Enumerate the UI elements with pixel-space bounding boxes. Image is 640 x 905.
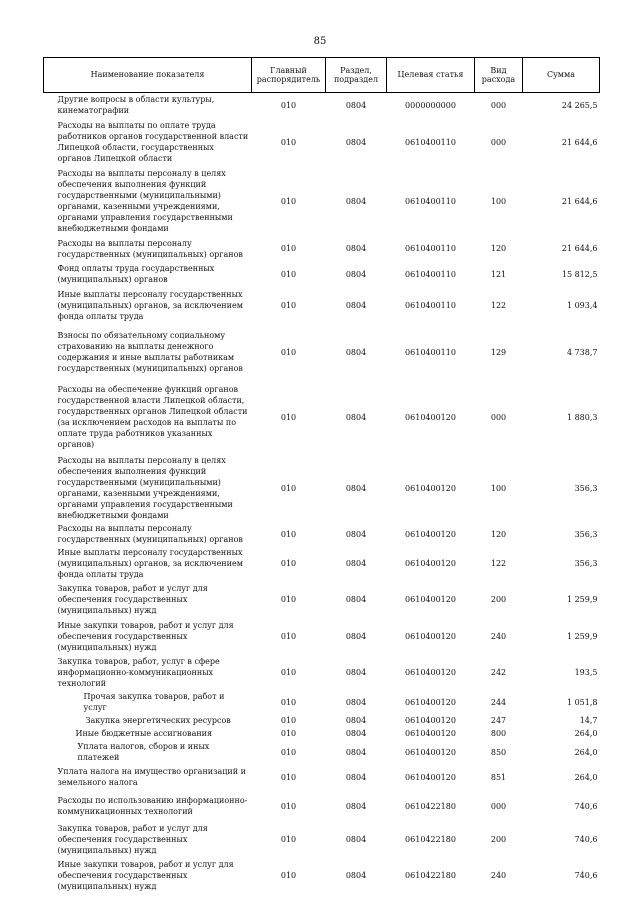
row-article: 0610400120 [405,697,456,707]
row-sum: 15 812,5 [561,269,598,279]
row-name: Уплата налога на имущество организаций и земельного налога [57,767,246,787]
row-type: 000 [490,100,507,110]
row-admin: 010 [280,668,297,677]
budget-table [43,57,600,893]
row-section: 0804 [345,697,367,707]
row-article: 0610400120 [405,483,456,493]
column-header-sum: Сумма [523,58,600,93]
row-type: 240 [490,870,507,880]
row-section: 0804 [345,801,367,811]
row-section: 0804 [345,137,367,147]
row-sum: 264,0 [574,772,598,782]
row-section: 0804 [345,412,367,422]
table-row [44,790,600,822]
row-section: 0804 [345,729,367,738]
table-row [44,822,600,857]
row-article: 0610400120 [405,412,456,422]
row-name: Иные выплаты персоналу государственных (муниципальных) органов, за исключением фонда оплаты труда [57,548,243,579]
row-sum: 740,6 [574,835,598,844]
row-article: 0000000000 [405,100,456,110]
column-header-type: Вид расхода [475,58,523,93]
row-type: 200 [490,594,507,604]
row-section: 0804 [345,631,367,641]
row-name: Иные бюджетные ассигнования [75,729,213,738]
table-row [44,167,600,235]
row-sum: 193,5 [574,668,598,677]
row-article: 0610400110 [405,300,456,310]
row-sum: 21 644,6 [561,137,598,147]
row-admin: 010 [280,835,297,844]
table-header-row [44,58,600,93]
row-admin: 010 [280,870,297,880]
row-admin: 010 [280,747,297,757]
row-type: 851 [490,772,507,782]
row-admin: 010 [280,729,297,738]
row-type: 800 [490,729,507,738]
row-article: 0610400110 [405,269,456,279]
row-name: Иные закупки товаров, работ и услуг для обеспечения государственных (муниципальных) нужд [57,859,234,891]
row-sum: 740,6 [574,870,598,880]
row-section: 0804 [345,716,367,725]
row-type: 850 [490,747,507,757]
row-section: 0804 [345,244,367,253]
row-name: Взносы по обязательному социальному страхованию на выплаты денежного содержания и иные выплаты работникам государственных (муниципальных) органов [57,331,243,373]
column-header-name: Наименование показателя [44,58,252,93]
row-admin: 010 [280,631,297,641]
row-admin: 010 [280,772,297,782]
table-row [44,581,600,617]
table-row [44,324,600,380]
row-section: 0804 [345,196,367,206]
table-row [44,454,600,522]
row-section: 0804 [345,772,367,782]
row-section: 0804 [345,594,367,604]
row-section: 0804 [345,559,367,568]
row-admin: 010 [280,594,297,604]
table-row [44,546,600,581]
table-row [44,764,600,790]
row-article: 0610400110 [405,196,456,206]
row-admin: 010 [280,137,297,147]
row-type: 244 [490,697,507,707]
row-sum: 24 265,5 [561,100,598,110]
table-row [44,380,600,454]
row-admin: 010 [280,100,297,110]
row-section: 0804 [345,483,367,493]
row-section: 0804 [345,347,367,357]
row-article: 0610400110 [405,137,456,147]
row-article: 0610400120 [405,668,456,677]
row-name: Иные выплаты персоналу государственных (муниципальных) органов, за исключением фонда оплаты труда [57,289,243,321]
row-type: 120 [490,529,507,539]
row-name: Иные закупки товаров, работ и услуг для обеспечения государственных (муниципальных) нужд [57,620,234,652]
row-admin: 010 [280,716,297,725]
row-name: Расходы на выплаты персоналу в целях обеспечения выполнения функций государственными (муниципальными) органами, казенными учреждениями, органами управления государственными внебюджетными фондами [57,169,233,233]
row-type: 120 [490,244,507,253]
row-name: Расходы на обеспечение функций органов государственной власти Липецкой области, государственных органов Липецкой области (за исключением расходов на выплаты по оплате труда работников указанных органов) [57,385,248,449]
row-sum: 356,3 [574,529,598,539]
table-body [44,93,600,894]
row-type: 200 [490,835,507,844]
row-type: 122 [490,559,507,568]
row-name: Уплата налогов, сборов и иных платежей [77,742,210,762]
row-article: 0610400120 [405,716,456,725]
row-admin: 010 [280,196,297,206]
row-sum: 740,6 [574,801,598,811]
row-admin: 010 [280,300,297,310]
row-sum: 21 644,6 [561,196,598,206]
row-admin: 010 [280,244,297,253]
table-row [44,262,600,286]
row-sum: 1 880,3 [566,412,598,422]
row-type: 122 [490,300,507,310]
row-section: 0804 [345,100,367,110]
row-admin: 010 [280,347,297,357]
row-article: 0610400120 [405,594,456,604]
row-sum: 356,3 [574,483,598,493]
row-article: 0610400120 [405,559,456,568]
column-header-admin: Главный распорядитель [252,58,326,93]
row-type: 000 [490,801,507,811]
table-row [44,235,600,262]
page-number: 85 [313,36,327,47]
table-row [44,857,600,893]
row-name: Расходы на выплаты по оплате труда работников органов государственной власти Липецкой области, государственных органов Липецкой области [57,121,249,163]
row-admin: 010 [280,529,297,539]
row-article: 0610422180 [405,835,456,844]
row-article: 0610400110 [405,244,456,253]
row-section: 0804 [345,870,367,880]
row-sum: 1 259,9 [566,631,598,641]
table-row [44,93,600,118]
row-section: 0804 [345,835,367,844]
row-sum: 264,0 [574,747,598,757]
row-sum: 1 051,8 [566,697,598,707]
table-row [44,522,600,546]
table-row [44,714,600,727]
row-admin: 010 [280,697,297,707]
row-type: 247 [490,716,507,725]
row-admin: 010 [280,483,297,493]
row-article: 0610400120 [405,747,456,757]
row-name: Расходы на выплаты персоналу государственных (муниципальных) органов [57,238,243,259]
table-row [44,740,600,764]
row-sum: 14,7 [579,716,598,725]
row-section: 0804 [345,747,367,757]
row-name: Прочая закупка товаров, работ и услуг [83,692,225,712]
row-admin: 010 [280,559,297,568]
row-article: 0610422180 [405,870,456,880]
row-type: 000 [490,137,507,147]
row-type: 100 [490,483,507,493]
row-sum: 264,0 [574,729,598,738]
column-header-section: Раздел, подраздел [326,58,387,93]
row-type: 242 [490,668,507,677]
row-admin: 010 [280,269,297,279]
row-name: Закупка товаров, работ, услуг в сфере информационно-коммуникационных технологий [57,657,220,688]
row-article: 0610422180 [405,801,456,811]
row-section: 0804 [345,529,367,539]
row-sum: 1 259,9 [566,594,598,604]
row-type: 100 [490,196,507,206]
row-section: 0804 [345,668,367,677]
column-header-article: Целевая статья [387,58,475,93]
row-sum: 21 644,6 [561,244,598,253]
row-name: Закупка энергетических ресурсов [85,716,231,725]
row-type: 121 [490,269,507,279]
row-article: 0610400120 [405,529,456,539]
table-row [44,727,600,740]
row-admin: 010 [280,412,297,422]
row-sum: 356,3 [574,559,598,568]
row-section: 0804 [345,300,367,310]
table-row [44,117,600,167]
row-name: Закупка товаров, работ и услуг для обеспечения государственных (муниципальных) нужд [57,824,208,855]
row-name: Фонд оплаты труда государственных (муниципальных) органов [57,264,215,284]
row-name: Расходы на выплаты персоналу государственных (муниципальных) органов [57,524,243,544]
row-type: 240 [490,631,507,641]
row-type: 129 [490,347,507,357]
row-sum: 4 738,7 [566,347,598,357]
row-article: 0610400120 [405,729,456,738]
row-name: Расходы на выплаты персоналу в целях обеспечения выполнения функций государственными (муниципальными) органами, казенными учреждениями, органами управления государственными внебюджетными фондами [57,456,233,520]
table-row [44,617,600,655]
row-article: 0610400120 [405,631,456,641]
row-name: Расходы по использованию информационно-коммуникационных технологий [57,796,248,816]
table-row [44,690,600,714]
row-section: 0804 [345,269,367,279]
row-article: 0610400110 [405,347,456,357]
table-row [44,655,600,690]
row-article: 0610400120 [405,772,456,782]
row-name: Другие вопросы в области культуры, кинематографии [57,95,215,115]
table-row [44,286,600,324]
row-sum: 1 093,4 [566,300,598,310]
row-admin: 010 [280,801,297,811]
row-type: 000 [490,412,507,422]
row-name: Закупка товаров, работ и услуг для обеспечения государственных (муниципальных) нужд [57,583,208,615]
